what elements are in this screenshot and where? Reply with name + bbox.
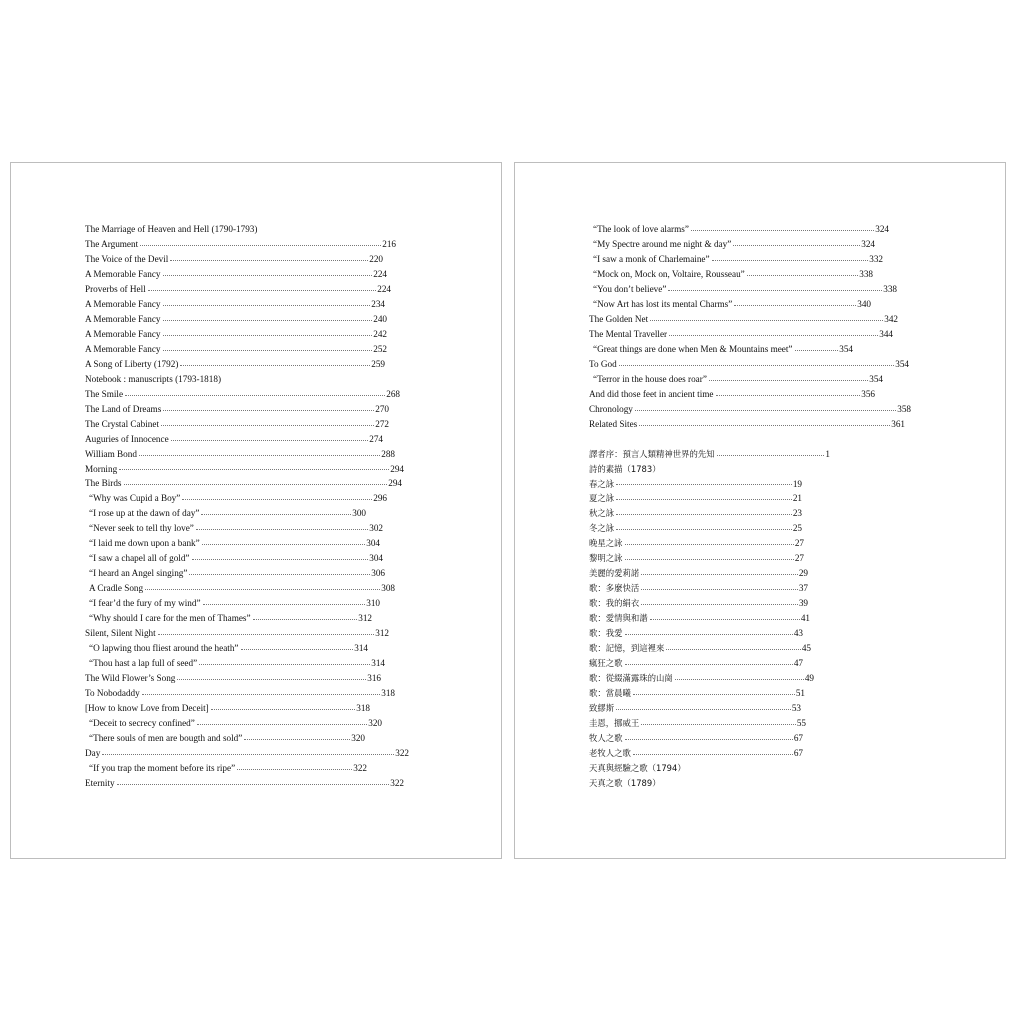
toc-entry-page: 242: [373, 328, 387, 339]
toc-entry-title: “Thou hast a lap full of seed”: [89, 658, 198, 669]
toc-entry: [589, 327, 893, 342]
toc-entry-page: 312: [375, 628, 389, 639]
toc-entry-page: 45: [801, 643, 811, 654]
toc-entry-page: 294: [388, 478, 402, 489]
toc-entry-title: 歌：我的絹衣: [589, 598, 640, 609]
toc-leader-dots: [163, 320, 373, 321]
toc-leader-dots: [650, 320, 883, 321]
toc-entry-title: The Voice of the Devil: [85, 253, 169, 264]
toc-entry: [589, 312, 898, 327]
toc-leader-dots: [161, 425, 374, 426]
toc-entry: [589, 252, 883, 267]
toc-entry-title: Day: [85, 747, 101, 758]
toc-leader-dots: [199, 664, 370, 665]
toc-entry-title: “I saw a chapel all of gold”: [89, 553, 190, 564]
toc-entry-page: 361: [891, 418, 905, 429]
toc-entry-title: 譯者序：預言人類精神世界的先知: [589, 448, 715, 459]
toc-entry-page: 27: [794, 538, 804, 549]
toc-leader-dots: [616, 484, 792, 485]
toc-entry: [589, 611, 810, 626]
toc-leader-dots: [148, 290, 376, 291]
toc-entry-title: 致繆斯: [589, 703, 615, 714]
toc-entry: [589, 761, 911, 776]
toc-entry-title: A Memorable Fancy: [85, 298, 161, 309]
toc-entry-page: 322: [353, 762, 367, 773]
toc-entry: [589, 506, 802, 521]
toc-entry-title: “I heard an Angel singing”: [89, 568, 188, 579]
toc-entry-page: 259: [371, 358, 385, 369]
toc-entry: [85, 731, 365, 746]
toc-entry-title: “Terror in the house does roar”: [593, 373, 707, 384]
toc-entry-page: 240: [373, 313, 387, 324]
toc-entry: [589, 656, 803, 671]
toc-leader-dots: [124, 484, 388, 485]
toc-entry-page: 37: [798, 583, 808, 594]
toc-leader-dots: [641, 574, 798, 575]
toc-leader-dots: [668, 290, 882, 291]
toc-entry-title: William Bond: [85, 448, 137, 459]
toc-entry-page: 332: [869, 253, 883, 264]
toc-leader-dots: [102, 754, 394, 755]
toc-entry-title: “The look of love alarms”: [593, 224, 689, 234]
toc-entry-title: The Birds: [85, 478, 122, 489]
toc-entry-page: 49: [804, 673, 814, 684]
toc-leader-dots: [716, 395, 861, 396]
toc-leader-dots: [189, 574, 370, 575]
toc-entry: [85, 716, 382, 731]
toc-leader-dots: [795, 350, 839, 351]
toc-entry-page: 47: [793, 658, 803, 669]
toc-leader-dots: [196, 529, 368, 530]
toc-leader-dots: [641, 589, 798, 590]
toc-entry-title: 牧人之歌: [589, 732, 623, 743]
toc-entry-title: “Now Art has lost its mental Charms”: [593, 298, 733, 309]
toc-entry: [85, 521, 383, 536]
toc-entry: [589, 372, 883, 387]
toc-entry-title: The Mental Traveller: [589, 328, 668, 339]
toc-entry-page: 21: [792, 493, 802, 504]
toc-entry: [85, 432, 383, 447]
toc-entry-title: 晚星之詠: [589, 538, 623, 549]
toc-leader-dots: [244, 739, 350, 740]
toc-leader-dots: [163, 335, 373, 336]
toc-entry-title: The Land of Dreams: [85, 403, 162, 414]
toc-entry: [85, 671, 381, 686]
toc-leader-dots: [709, 380, 868, 381]
toc-entry: [85, 536, 380, 551]
toc-leader-dots: [139, 455, 380, 456]
toc-entry-page: 216: [382, 238, 396, 249]
toc-entry: [589, 686, 805, 701]
toc-entry-title: A Memorable Fancy: [85, 268, 161, 279]
toc-entry-title: “Why should I care for the men of Thames”: [89, 613, 251, 624]
toc-entry-title: “Why was Cupid a Boy”: [89, 493, 181, 504]
toc-entry: [85, 506, 366, 521]
toc-entry-page: 310: [366, 598, 380, 609]
toc-leader-dots: [163, 350, 373, 351]
toc-leader-dots: [616, 529, 792, 530]
toc-leader-dots: [203, 604, 366, 605]
toc-entry-page: 234: [371, 298, 385, 309]
toc-entry-title: 歌：當晨曦: [589, 688, 631, 699]
toc-entry-page: 308: [381, 583, 395, 594]
toc-leader-dots: [177, 679, 366, 680]
toc-leader-dots: [616, 514, 792, 515]
toc-leader-dots: [171, 440, 369, 441]
toc-entry-page: 324: [861, 238, 875, 249]
toc-leader-dots: [211, 709, 355, 710]
toc-entry-title: “O lapwing thou fliest around the heath”: [89, 643, 239, 654]
toc-leader-dots: [180, 365, 370, 366]
toc-entry-page: 354: [839, 343, 853, 354]
toc-entry: [85, 312, 387, 327]
toc-entry: [589, 267, 873, 282]
toc-entry: [589, 566, 808, 581]
toc-entry-page: 27: [794, 553, 804, 564]
toc-entry-page: 312: [358, 613, 372, 624]
toc-leader-dots: [616, 499, 792, 500]
toc-entry-page: 294: [390, 463, 404, 474]
toc-leader-dots: [197, 724, 367, 725]
toc-entry-title: 秋之詠: [589, 508, 615, 519]
toc-leader-dots: [119, 469, 389, 470]
toc-entry-title: The Argument: [85, 238, 139, 249]
toc-entry: [85, 222, 409, 237]
toc-entry: [85, 417, 389, 432]
toc-entry-page: 300: [352, 508, 366, 519]
toc-leader-dots: [163, 275, 373, 276]
toc-leader-dots: [145, 589, 380, 590]
toc-entry-page: 318: [356, 703, 370, 713]
toc-entry-page: 39: [798, 598, 808, 609]
toc-entry: [589, 447, 830, 462]
toc-entry: [85, 611, 372, 626]
toc-leader-dots: [202, 544, 365, 545]
toc-entry-page: 358: [897, 403, 911, 414]
toc-entry: [85, 566, 385, 581]
toc-leader-dots: [633, 754, 793, 755]
toc-entry-title: 夏之詠: [589, 493, 615, 504]
toc-leader-dots: [625, 634, 793, 635]
toc-entry: [85, 357, 385, 372]
toc-entry-page: 354: [895, 358, 909, 369]
toc-entry-page: 224: [377, 283, 391, 294]
toc-entry: [85, 551, 383, 566]
toc-entry: [589, 521, 802, 536]
toc-entry-page: 340: [857, 298, 871, 309]
toc-entry-title: Notebook : manuscripts (1793-1818): [85, 373, 222, 384]
toc-leader-dots: [117, 784, 390, 785]
toc-entry: [589, 282, 897, 297]
toc-entry-title: “If you trap the moment before its ripe”: [89, 762, 236, 773]
toc-leader-dots: [625, 559, 794, 560]
toc-entry-page: 324: [875, 224, 889, 234]
toc-entry-title: 歌：多麼快活: [589, 583, 640, 594]
toc-entry-page: 318: [381, 688, 395, 699]
toc-entry-title: 瘋狂之歌: [589, 658, 623, 669]
toc-entry-page: 304: [366, 538, 380, 549]
toc-leader-dots: [639, 425, 890, 426]
toc-entry: [85, 596, 380, 611]
toc-entry: [589, 731, 803, 746]
toc-entry-page: 1: [825, 448, 830, 459]
toc-entry-title: “There souls of men are bougth and sold”: [89, 732, 243, 743]
toc-leader-dots: [650, 619, 800, 620]
toc-entry-page: 356: [861, 388, 875, 399]
toc-entry-title: 天真與經驗之歌（1794）: [589, 762, 686, 773]
toc-leader-dots: [241, 649, 354, 650]
toc-entry-page: 344: [879, 328, 893, 339]
toc-leader-dots: [675, 679, 804, 680]
toc-entry-page: 306: [371, 568, 385, 579]
toc-entry-title: “I rose up at the dawn of day”: [89, 508, 200, 519]
toc-leader-dots: [170, 260, 368, 261]
right-page: [514, 162, 1006, 859]
toc-entry-page: 288: [381, 448, 395, 459]
toc-leader-dots: [733, 245, 860, 246]
toc-entry: [589, 491, 802, 506]
toc-leader-dots: [140, 245, 381, 246]
toc-entry-page: 322: [390, 777, 404, 788]
toc-entry: [85, 297, 385, 312]
toc-entry-page: 272: [375, 418, 389, 429]
toc-entry: [85, 776, 404, 791]
toc-entry: [589, 402, 911, 417]
toc-entry-page: 316: [367, 673, 381, 684]
toc-entry-title: “Mock on, Mock on, Voltaire, Rousseau”: [593, 268, 745, 279]
toc-entry-title: Eternity: [85, 777, 115, 788]
toc-entry-page: 296: [373, 493, 387, 504]
toc-leader-dots: [625, 664, 793, 665]
toc-entry: [589, 716, 806, 731]
toc-entry: [589, 581, 808, 596]
toc-leader-dots: [182, 499, 372, 500]
toc-entry-title: 老牧人之歌: [589, 747, 631, 758]
toc-entry-title: “Great things are done when Men & Mountains meet”: [593, 343, 793, 354]
toc-entry-page: 67: [793, 747, 803, 758]
toc-entry: [85, 476, 402, 491]
toc-entry: [589, 701, 801, 716]
toc-leader-dots: [734, 305, 856, 306]
toc-entry-page: 220: [369, 253, 383, 264]
toc-entry-page: 342: [884, 313, 898, 324]
toc-entry-page: 274: [369, 433, 383, 444]
toc-entry-title: “Never seek to tell thy love”: [89, 523, 194, 534]
toc-entry: [85, 402, 389, 417]
toc-leader-dots: [641, 724, 796, 725]
toc-entry-page: 41: [800, 613, 810, 624]
toc-entry-page: 224: [373, 268, 387, 279]
toc-entry: [85, 447, 395, 462]
toc-entry: [589, 626, 803, 641]
toc-entry: [85, 267, 387, 282]
toc-leader-dots: [237, 769, 352, 770]
toc-entry: [589, 746, 803, 761]
toc-entry: [589, 776, 911, 791]
toc-entry: [85, 686, 395, 701]
table-of-contents-right: [589, 222, 911, 791]
toc-entry-title: 春之詠: [589, 478, 615, 489]
toc-entry-page: 43: [793, 628, 803, 639]
toc-entry-title: 歌：從綴滿露珠的山崗: [589, 673, 673, 684]
toc-entry-title: The Crystal Cabinet: [85, 418, 159, 429]
toc-entry: [85, 387, 400, 402]
toc-entry: [85, 372, 409, 387]
toc-entry: [85, 237, 396, 252]
left-page: [10, 162, 502, 859]
toc-entry: [85, 641, 368, 656]
toc-entry-page: 252: [373, 343, 387, 354]
toc-leader-dots: [633, 694, 795, 695]
toc-leader-dots: [625, 739, 793, 740]
toc-entry-title: A Memorable Fancy: [85, 343, 161, 354]
toc-entry: [589, 551, 804, 566]
toc-leader-dots: [619, 365, 895, 366]
toc-entry: [589, 237, 875, 252]
toc-entry: [589, 357, 909, 372]
toc-entry-page: 338: [883, 283, 897, 294]
toc-entry-title: 詩的素描（1783）: [589, 463, 661, 474]
toc-entry-title: Proverbs of Hell: [85, 283, 146, 294]
toc-entry-title: “My Spectre around me night & day”: [593, 238, 732, 249]
toc-leader-dots: [158, 634, 375, 635]
toc-entry-title: To Nobodaddy: [85, 688, 140, 699]
toc-entry-page: 270: [375, 403, 389, 414]
toc-leader-dots: [691, 230, 874, 231]
toc-entry-title: 美麗的愛莉諾: [589, 568, 640, 579]
toc-entry-page: 67: [793, 732, 803, 743]
toc-entry: [85, 282, 391, 297]
toc-entry: [589, 536, 804, 551]
toc-entry-title: 冬之詠: [589, 523, 615, 534]
toc-entry-title: 歌：記憶，到這裡來: [589, 643, 665, 654]
toc-entry: [85, 761, 367, 776]
toc-entry-title: A Memorable Fancy: [85, 313, 161, 324]
toc-entry-title: To God: [589, 358, 617, 369]
toc-leader-dots: [201, 514, 351, 515]
toc-entry: [589, 477, 802, 492]
toc-entry-page: 51: [795, 688, 805, 699]
toc-leader-dots: [163, 410, 374, 411]
toc-entry: [85, 252, 383, 267]
toc-entry-page: 320: [351, 732, 365, 743]
toc-entry: [85, 491, 387, 506]
toc-leader-dots: [616, 709, 791, 710]
toc-entry-title: 歌：我愛: [589, 628, 623, 639]
toc-entry-page: 338: [859, 268, 873, 279]
toc-entry: [85, 656, 385, 671]
toc-entry: [589, 596, 808, 611]
toc-entry: [589, 671, 814, 686]
toc-entry: [589, 387, 875, 402]
toc-entry-title: And did those feet in ancient time: [589, 388, 714, 399]
toc-entry-title: Related Sites: [589, 418, 638, 429]
toc-entry-page: 314: [354, 643, 368, 654]
toc-entry-page: 320: [368, 717, 382, 728]
toc-entry: [589, 222, 889, 237]
toc-entry-page: 55: [796, 718, 806, 728]
toc-entry-title: 天真之歌（1789）: [589, 777, 661, 788]
toc-entry-title: 黎明之詠: [589, 553, 623, 564]
toc-entry-page: 19: [792, 478, 802, 489]
toc-entry-title: A Song of Liberty (1792): [85, 358, 179, 369]
table-of-contents-left: [85, 222, 409, 791]
toc-entry-page: 322: [395, 747, 409, 758]
toc-entry-title: “I saw a monk of Charlemaine”: [593, 253, 710, 264]
toc-entry-page: 302: [369, 523, 383, 534]
toc-entry: [85, 462, 404, 477]
toc-entry-title: Chronology: [589, 403, 633, 414]
toc-entry: [589, 297, 871, 312]
toc-leader-dots: [163, 305, 371, 306]
toc-entry: [85, 746, 409, 761]
toc-entry-page: 25: [792, 523, 802, 534]
toc-entry-page: 314: [371, 658, 385, 669]
toc-entry-page: 304: [369, 553, 383, 564]
toc-entry: [85, 626, 389, 641]
toc-entry: [589, 462, 911, 477]
toc-leader-dots: [125, 395, 385, 396]
toc-entry-title: The Smile: [85, 388, 124, 399]
toc-entry: [589, 342, 853, 357]
toc-leader-dots: [717, 455, 825, 456]
toc-leader-dots: [669, 335, 878, 336]
toc-leader-dots: [666, 649, 800, 650]
toc-entry-title: The Golden Net: [589, 313, 649, 324]
toc-entry-title: The Marriage of Heaven and Hell (1790-1793): [85, 224, 258, 234]
toc-entry: [589, 641, 811, 656]
toc-entry-title: A Cradle Song: [89, 583, 144, 594]
toc-leader-dots: [142, 694, 380, 695]
toc-entry-title: “You don’t believe”: [593, 283, 667, 294]
toc-entry: [589, 417, 905, 432]
toc-leader-dots: [192, 559, 369, 560]
toc-entry-page: 354: [869, 373, 883, 384]
toc-entry: [85, 327, 387, 342]
toc-entry-title: [How to know Love from Deceit]: [85, 703, 209, 713]
toc-leader-dots: [747, 275, 858, 276]
toc-entry-title: “I laid me down upon a bank”: [89, 538, 200, 549]
toc-entry-title: A Memorable Fancy: [85, 328, 161, 339]
toc-entry-title: Silent, Silent Night: [85, 628, 156, 639]
toc-leader-dots: [712, 260, 869, 261]
toc-entry-title: 歌：愛情與和諧: [589, 613, 648, 624]
toc-entry-title: “Deceit to secrecy confined”: [89, 717, 195, 728]
toc-leader-dots: [253, 619, 358, 620]
toc-entry-title: The Wild Flower’s Song: [85, 673, 176, 684]
toc-entry: [85, 581, 395, 596]
toc-entry-title: “I fear’d the fury of my wind”: [89, 598, 201, 609]
toc-entry: [85, 342, 387, 357]
toc-leader-dots: [635, 410, 896, 411]
toc-entry-title: Morning: [85, 463, 118, 474]
toc-entry-title: Auguries of Innocence: [85, 433, 169, 444]
toc-leader-dots: [641, 604, 798, 605]
toc-entry-page: 53: [791, 703, 801, 714]
toc-entry-page: 29: [798, 568, 808, 579]
toc-entry: [85, 701, 370, 716]
toc-leader-dots: [625, 544, 794, 545]
toc-entry-page: 23: [792, 508, 802, 519]
toc-entry-title: 圭恩，挪威王: [589, 718, 640, 728]
toc-entry-page: 268: [386, 388, 400, 399]
